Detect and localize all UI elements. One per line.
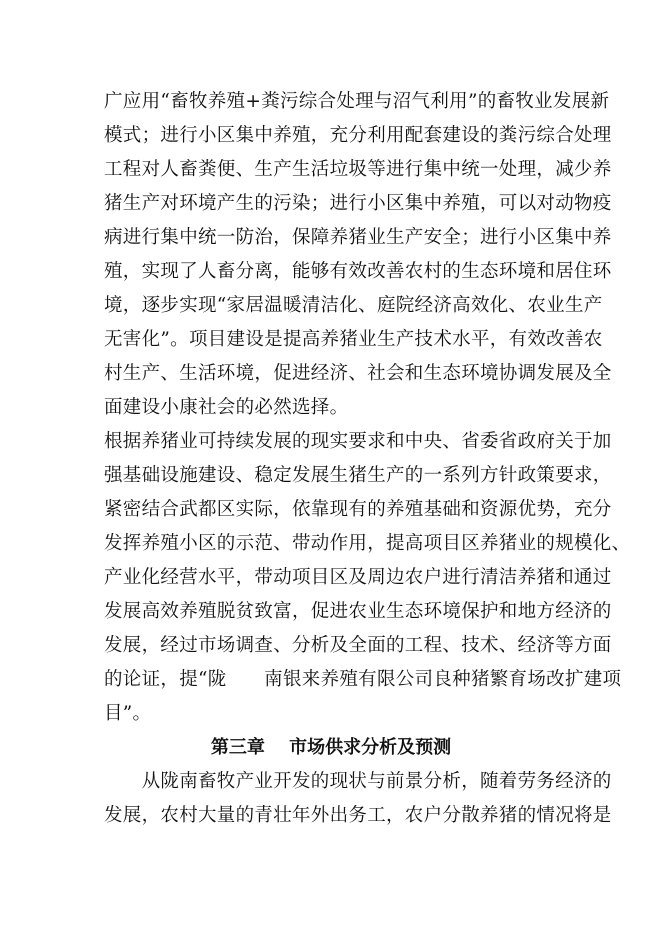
body-text-line: 病进行集中统一防治，保障养猪业生产安全；进行小区集中养 <box>104 227 612 248</box>
body-text-line: 紧密结合武都区实际，依靠现有的养殖基础和资源优势，充分 <box>104 499 612 520</box>
body-text-line: 的论证，提“陇 南银来养殖有限公司良种猪繁育场改扩建项 <box>104 669 622 690</box>
body-text-line: 强基础设施建设、稳定发展生猪生产的一系列方针政策要求， <box>104 465 612 486</box>
body-text-line: 发展高效养殖脱贫致富，促进农业生态环境保护和地方经济的 <box>104 601 612 622</box>
body-text-line: 目”。 <box>104 703 152 724</box>
body-text-line: 工程对人畜粪便、生产生活垃圾等进行集中统一处理，减少养 <box>104 159 612 180</box>
body-text-line: 发挥养殖小区的示范、带动作用，提高项目区养猪业的规模化、 <box>104 533 631 554</box>
body-text-line: 殖，实现了人畜分离，能够有效改善农村的生态环境和居住环 <box>104 261 612 282</box>
body-text-line: 发展，经过市场调查、分析及全面的工程、技术、经济等方面 <box>104 635 612 656</box>
body-text-line: 产业化经营水平，带动项目区及周边农户进行清洁养猪和通过 <box>104 567 612 588</box>
body-text-line: 猪生产对环境产生的污染；进行小区集中养殖，可以对动物疫 <box>104 193 612 214</box>
body-text-line: 村生产、生活环境，促进经济、社会和生态环境协调发展及全 <box>104 363 612 384</box>
body-text-line: 无害化”。项目建设是提高养猪业生产技术水平，有效改善农 <box>104 329 603 350</box>
chapter-heading: 第三章 市场供求分析及预测 <box>210 737 452 758</box>
body-text-line: 境，逐步实现“家居温暖清洁化、庭院经济高效化、农业生产 <box>104 295 603 316</box>
body-text-line: 根据养猪业可持续发展的现实要求和中央、省委省政府关于加 <box>104 431 612 452</box>
body-text-line: 面建设小康社会的必然选择。 <box>104 397 349 418</box>
body-text-line: 从陇南畜牧产业开发的现状与前景分析，随着劳务经济的 <box>104 771 612 792</box>
body-text-line: 发展，农村大量的青壮年外出务工，农户分散养猪的情况将是 <box>104 805 612 826</box>
body-text-line: 模式；进行小区集中养殖，充分利用配套建设的粪污综合处理 <box>104 125 612 146</box>
body-text-line: 广应用“畜牧养殖+粪污综合处理与沼气利用”的畜牧业发展新 <box>104 91 610 112</box>
